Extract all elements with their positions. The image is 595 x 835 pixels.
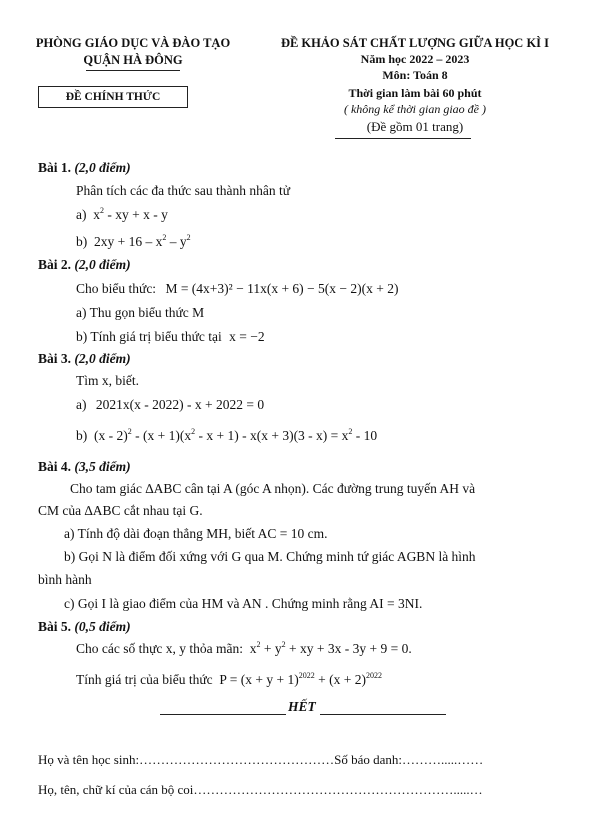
- problem-1-intro: Phân tích các đa thức sau thành nhân tử: [76, 183, 291, 198]
- problem-2b-value: x = −2: [229, 329, 265, 344]
- problem-2-points: (2,0 điểm): [74, 257, 131, 272]
- problem-4b-line1: b) Gọi N là điểm đối xứng với G qua M. Chứng minh tứ giác AGBN là hình: [64, 549, 476, 564]
- problem-4b-line2: bình hành: [38, 572, 92, 587]
- duration-note: ( không kể thời gian giao đề ): [343, 102, 487, 116]
- problem-1a-expr: $x^2$ - xy + x - y: [89, 206, 168, 222]
- end-mark: HẾT: [288, 699, 316, 714]
- problem-5-title: Bài 5.: [38, 619, 72, 634]
- problem-3a: a) 2021x(x - 2022) - x + 2022 = 0: [76, 397, 265, 412]
- problem-2-intro-line: [76, 281, 399, 297]
- pages-note: (Đề gồm 01 trang): [366, 119, 464, 134]
- problem-1-title: Bài 1.: [38, 160, 72, 175]
- problem-1b-expr: $2xy + 16 - x^2 - y^2$: [90, 233, 191, 249]
- problem-3-title: Bài 3.: [38, 351, 72, 366]
- end-line-left: [160, 714, 286, 715]
- problem-3b: b) $(x - 2)^2 - (x + 1)(x^2 - x + 1) - x(x + 3)(3 - x) = x^2 - 10$: [76, 427, 378, 443]
- problem-2a: a) Thu gọn biểu thức M: [76, 305, 205, 320]
- problem-5-expr: $P = (x + y + 1)^{2022} + (x + 2)^{2022}$: [216, 671, 382, 687]
- problem-3-heading: [38, 351, 131, 367]
- problem-5-condition: [76, 641, 412, 657]
- duration: Thời gian làm bài 60 phút: [348, 86, 482, 100]
- problem-5-question: [76, 672, 382, 688]
- problem-2b: b) Tính giá trị biểu thức tại x = −2: [76, 329, 265, 344]
- district-name: QUẬN HÀ ĐÔNG: [83, 53, 183, 67]
- problem-1-points: (2,0 điểm): [74, 160, 131, 175]
- problem-1a: a) $x^2$ - xy + x - y: [76, 206, 168, 222]
- problem-5-points: (0,5 điểm): [74, 619, 131, 634]
- problem-2-heading: [38, 257, 131, 273]
- district-underline: [86, 70, 180, 71]
- exam-title: ĐỀ KHẢO SÁT CHẤT LƯỢNG GIỮA HỌC KÌ I: [280, 36, 550, 50]
- problem-4c: c) Gọi I là giao điểm của HM và AN . Chứng minh rằng AI = 3NI.: [64, 596, 423, 611]
- problem-3-intro: Tìm x, biết.: [76, 373, 139, 388]
- problem-4-points: (3,5 điểm): [74, 459, 131, 474]
- problem-3a-expr: 2021x(x - 2022) - x + 2022 = 0: [95, 397, 265, 412]
- pages-underline: [335, 138, 471, 139]
- problem-1-heading: [38, 160, 131, 176]
- official-label: ĐỀ CHÍNH THỨC: [38, 86, 188, 108]
- problem-3-points: (2,0 điểm): [74, 351, 131, 366]
- school-year: Năm học 2022 – 2023: [360, 52, 470, 66]
- problem-2-title: Bài 2.: [38, 257, 72, 272]
- problem-4a: a) Tính độ dài đoạn thẳng MH, biết AC = 10 cm.: [64, 526, 328, 541]
- problem-5-equation: $x^2 + y^2$ + xy + 3x - 3y + 9 = 0.: [246, 640, 412, 656]
- problem-3b-expr: $(x - 2)^2 - (x + 1)(x^2 - x + 1) - x(x + 3)(3 - x) = x^2 - 10$: [90, 427, 378, 443]
- problem-4-line2: CM của ∆ABC cắt nhau tại G.: [38, 503, 203, 518]
- subject: Môn: Toán 8: [382, 68, 448, 82]
- department-name: PHÒNG GIÁO DỤC VÀ ĐÀO TẠO: [35, 36, 231, 50]
- problem-4-heading: [38, 459, 131, 475]
- problem-5-heading: [38, 619, 131, 635]
- problem-2-intro: Cho biểu thức:: [76, 281, 157, 296]
- problem-4-title: Bài 4.: [38, 459, 72, 474]
- problem-5-question-text: Tính giá trị của biểu thức: [76, 672, 213, 687]
- problem-2-expr: M = (4x+3)² − 11x(x + 6) − 5(x − 2)(x + 2): [165, 281, 399, 296]
- proctor-line: Họ, tên, chữ kí của cán bộ coi…………………………………………………….....…: [38, 782, 483, 797]
- student-name-line: Họ và tên học sinh:………………………………………Số báo danh:……….....……: [38, 752, 484, 767]
- problem-5-intro: Cho các số thực x, y thỏa mãn:: [76, 641, 244, 656]
- problem-1b: b) $2xy + 16 - x^2 - y^2$: [76, 233, 191, 249]
- problem-4-line1: Cho tam giác ∆ABC cân tại A (góc A nhọn). Các đường trung tuyến AH và: [70, 481, 476, 496]
- end-line-right: [320, 714, 446, 715]
